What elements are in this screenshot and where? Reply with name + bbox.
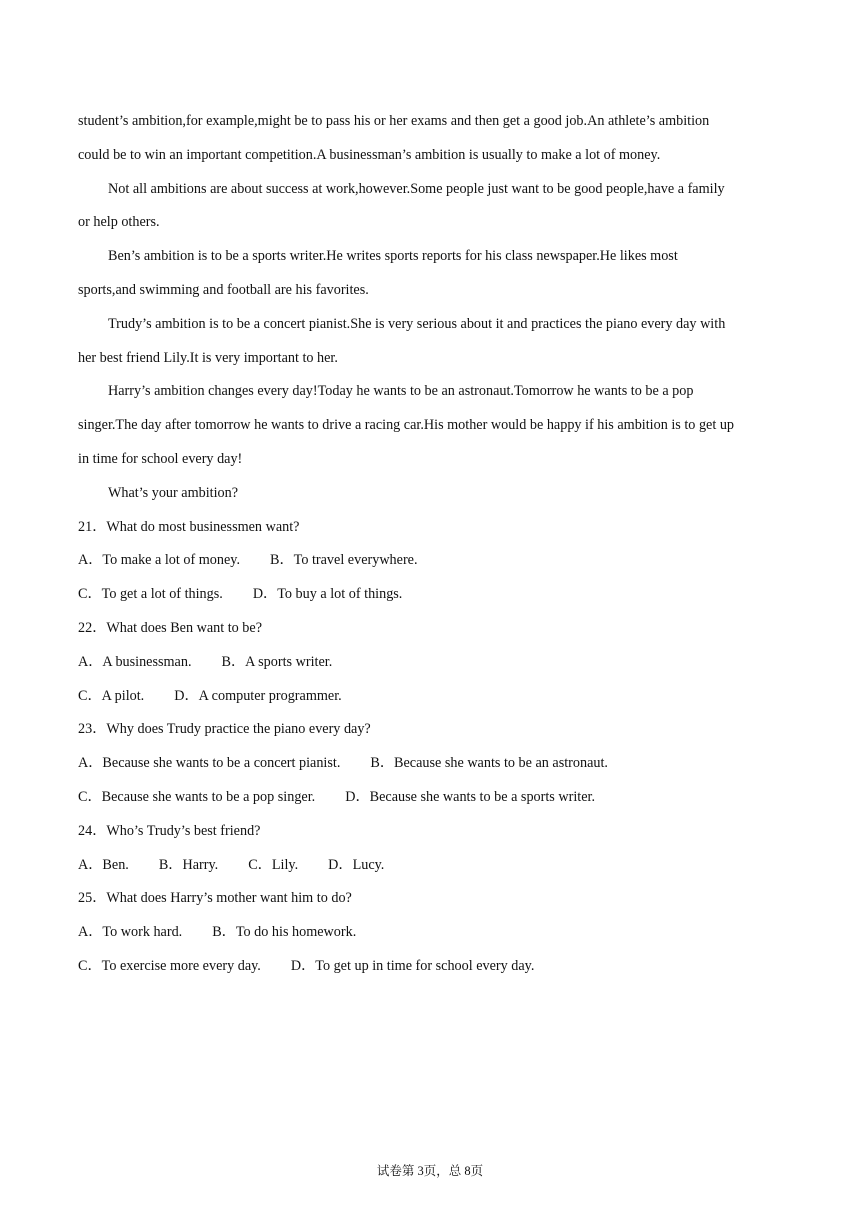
- option-a: A．A businessman.: [78, 653, 192, 670]
- option-d: D．Lucy.: [328, 856, 385, 873]
- option-b: B．A sports writer.: [221, 653, 333, 670]
- question-24: [78, 815, 784, 883]
- option-c: C．A pilot.: [78, 687, 145, 704]
- option-a: A．To work hard.: [78, 924, 183, 941]
- option-b: B．Because she wants to be an astronaut.: [370, 755, 608, 772]
- passage-line: What’s your ambition?: [108, 484, 239, 501]
- option-c: C．Because she wants to be a pop singer.: [78, 788, 316, 805]
- passage-line: Harry’s ambition changes every day!Today he wants to be an astronaut.Tomorrow he wants to be a pop: [108, 383, 694, 400]
- passage-line: Not all ambitions are about success at work,however.Some people just want to be good people,have a family: [108, 180, 725, 197]
- passage-line: her best friend Lily.It is very important to her.: [78, 349, 338, 366]
- option-a: A．Ben.: [78, 856, 129, 873]
- passage-line: sports,and swimming and football are his favorites.: [78, 281, 369, 298]
- page-footer: 试卷第 3页，总 8页: [376, 1164, 484, 1178]
- option-d: D．To buy a lot of things.: [252, 586, 403, 603]
- option-row: [78, 646, 784, 680]
- passage-line: singer.The day after tomorrow he wants to drive a racing car.His mother would be happy if his ambition is to get up: [78, 417, 735, 434]
- option-d: D．To get up in time for school every day.: [290, 957, 535, 974]
- option-row: [78, 781, 784, 815]
- question-stem: 21．What do most businessmen want?: [78, 518, 300, 535]
- option-c: C．To get a lot of things.: [78, 586, 223, 603]
- passage-line: student’s ambition,for example,might be to pass his or her exams and then get a good job.An athlete’s ambition: [78, 113, 710, 129]
- option-b: B．To do his homework.: [212, 924, 357, 941]
- option-row: [78, 849, 784, 883]
- option-a: A．Because she wants to be a concert pianist.: [78, 755, 341, 772]
- option-row: [78, 916, 784, 950]
- option-c: C．To exercise more every day.: [78, 957, 261, 974]
- option-c: C．Lily.: [248, 856, 299, 873]
- question-stem: 23．Why does Trudy practice the piano every day?: [78, 721, 371, 738]
- passage-line: could be to win an important competition.A businessman’s ambition is usually to make a lot of money.: [78, 146, 661, 163]
- option-row: [78, 680, 784, 714]
- reading-passage: [78, 105, 784, 511]
- passage-line: or help others.: [78, 214, 160, 231]
- option-row: [78, 747, 784, 781]
- option-d: D．A computer programmer.: [174, 687, 342, 704]
- question-21: [78, 511, 784, 612]
- question-23: [78, 713, 784, 814]
- option-d: D．Because she wants to be a sports writer.: [345, 788, 596, 805]
- passage-line: in time for school every day!: [78, 450, 243, 467]
- option-row: [78, 950, 784, 984]
- passage-line: Ben’s ambition is to be a sports writer.He writes sports reports for his class newspaper.He likes most: [108, 248, 678, 265]
- option-b: B．To travel everywhere.: [270, 552, 418, 569]
- option-row: [78, 578, 784, 612]
- question-stem: 24．Who’s Trudy’s best friend?: [78, 822, 261, 839]
- question-stem: 25．What does Harry’s mother want him to do?: [78, 890, 352, 907]
- exam-page-content: [78, 105, 784, 984]
- option-b: B．Harry.: [158, 856, 219, 873]
- option-row: [78, 544, 784, 578]
- question-22: [78, 612, 784, 713]
- question-25: [78, 882, 784, 983]
- question-stem: 22．What does Ben want to be?: [78, 619, 262, 636]
- passage-line: Trudy’s ambition is to be a concert pianist.She is very serious about it and practices the piano every day with: [108, 315, 726, 332]
- option-a: A．To make a lot of money.: [78, 552, 240, 569]
